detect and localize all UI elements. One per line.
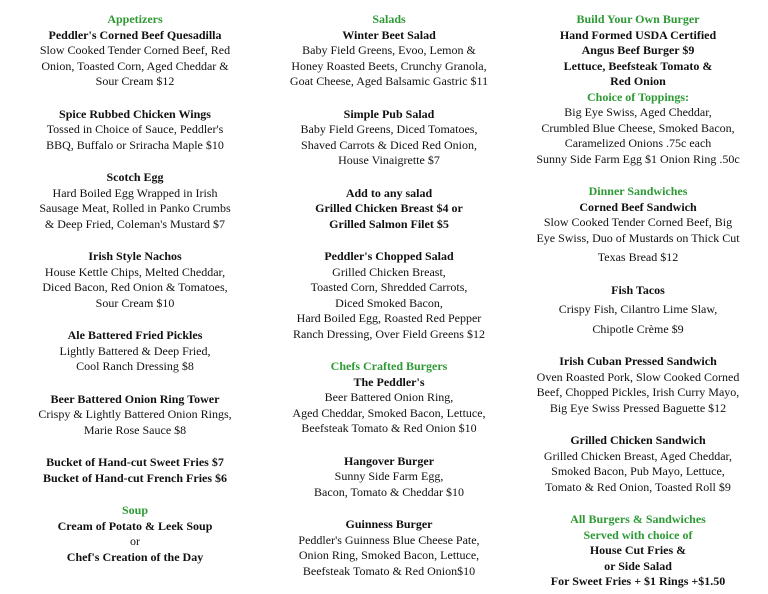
menu-item-desc: Baby Field Greens, Evoo, Lemon &: [302, 43, 476, 57]
menu-item-desc: Grilled Chicken Breast, Aged Cheddar,: [543, 448, 733, 463]
menu-item-desc: Crispy & Lightly Battered Onion Rings,: [38, 407, 232, 421]
menu-item-desc: Marie Rose Sauce $8: [83, 422, 187, 437]
byo-desc: Angus Beef Burger $9: [581, 43, 695, 57]
menu-item: [512, 283, 764, 338]
menu-item-desc: Baby Field Greens, Diced Tomatoes,: [300, 122, 478, 136]
menu-item-name: Grilled Chicken Sandwich: [570, 433, 706, 447]
menu-item-desc: Shaved Carrots & Diced Red Onion,: [301, 137, 477, 152]
menu-item: [512, 433, 764, 495]
menu-item-name: Simple Pub Salad: [343, 106, 435, 121]
toppings-line: Crumbled Blue Cheese, Smoked Bacon,: [541, 120, 735, 135]
salad-addons: [262, 186, 516, 233]
menu-item-desc: House Vinaigrette $7: [338, 153, 440, 167]
byo-desc: Lettuce, Beefsteak Tomato &: [563, 58, 713, 73]
menu-item-desc: Onion, Toasted Corn, Aged Cheddar &: [41, 58, 229, 73]
menu-item-name: Irish Cuban Pressed Sandwich: [559, 354, 717, 368]
menu-item-desc: House Kettle Chips, Melted Cheddar,: [44, 264, 226, 279]
menu-item-desc: Beefsteak Tomato & Red Onion$10: [302, 563, 476, 578]
byo-desc: Hand Formed USDA Certified: [559, 27, 717, 42]
menu-item-name: Irish Style Nachos: [88, 249, 182, 263]
menu-item-name: Fish Tacos: [611, 282, 665, 297]
sandwiches-section: [512, 184, 764, 266]
menu-item-desc: Hard Boiled Egg Wrapped in Irish: [52, 185, 218, 200]
menu-item-desc: Grilled Chicken Breast,: [332, 264, 446, 279]
menu-item-desc: Honey Roasted Beets, Crunchy Granola,: [291, 58, 487, 73]
addon-salmon: Grilled Salmon Filet $5: [329, 216, 449, 231]
menu-item-desc: Crispy Fish, Cilantro Lime Slaw,: [558, 302, 718, 316]
toppings-heading: Choice of Toppings:: [586, 89, 690, 104]
appetizers-heading: Appetizers: [107, 12, 163, 26]
menu-item-desc: Toasted Corn, Shredded Carrots,: [310, 280, 468, 294]
menu-item-desc: Diced Bacon, Red Onion & Tomatoes,: [42, 280, 228, 294]
menu-item-desc: & Deep Fried, Coleman's Mustard $7: [44, 216, 226, 231]
sides-line: House Cut Fries &: [589, 543, 687, 557]
menu-item: [4, 28, 266, 90]
menu-item: [512, 354, 764, 416]
menu-item-desc: Aged Cheddar, Smoked Bacon, Lettuce,: [292, 405, 486, 420]
burgers-section: [262, 359, 516, 437]
menu-item-name: Hangover Burger: [343, 453, 435, 468]
toppings-line: Caramelized Onions .75c each: [564, 136, 712, 150]
menu-item-name: Guinness Burger: [345, 517, 433, 531]
menu-item: [4, 249, 266, 311]
menu-item-desc: Goat Cheese, Aged Balsamic Gastric $11: [289, 74, 489, 88]
menu-item: [262, 107, 516, 169]
menu-item-desc: Slow Cooked Tender Corned Beef, Big: [543, 215, 733, 229]
soup-or: or: [130, 534, 140, 548]
menu-item-desc: Smoked Bacon, Pub Mayo, Lettuce,: [551, 464, 725, 478]
menu-item-desc: Sausage Meat, Rolled in Panko Crumbs: [39, 201, 231, 215]
menu-item-desc: Cool Ranch Dressing $8: [76, 359, 194, 373]
sides-footer: [512, 512, 764, 590]
soup-section: [4, 503, 266, 565]
menu-item-name: Peddler's Chopped Salad: [324, 249, 454, 263]
menu-item: [262, 454, 516, 501]
menu-item-desc: Oven Roasted Pork, Slow Cooked Corned: [536, 369, 740, 384]
menu-item-desc: Tomato & Red Onion, Toasted Roll $9: [545, 479, 731, 494]
menu-item-desc: BBQ, Buffalo or Sriracha Maple $10: [46, 137, 224, 152]
menu-item-desc: Bacon, Tomato & Cheddar $10: [314, 484, 464, 499]
soup-item: Chef's Creation of the Day: [66, 549, 204, 564]
addons-title: Add to any salad: [345, 185, 433, 200]
byo-heading: Build Your Own Burger: [576, 12, 700, 26]
menu-item-desc: Lightly Battered & Deep Fried,: [59, 343, 211, 358]
menu-item-desc: Peddler's Guinness Blue Cheese Pate,: [298, 532, 480, 547]
menu-item-desc: Sour Cream $10: [95, 295, 175, 310]
menu-item-name: Spice Rubbed Chicken Wings: [59, 106, 211, 121]
burgers-heading: Chefs Crafted Burgers: [330, 359, 448, 373]
sweet-fries-bucket: Bucket of Hand-cut Sweet Fries $7: [46, 455, 224, 469]
menu-item: [4, 392, 266, 439]
salads-heading: Salads: [372, 12, 406, 26]
byo-desc: Red Onion: [610, 74, 666, 88]
menu-item-name: Ale Battered Fried Pickles: [67, 328, 203, 342]
menu-item-desc: Onion Ring, Smoked Bacon, Lettuce,: [298, 548, 480, 562]
addon-chicken: Grilled Chicken Breast $4 or: [315, 201, 463, 215]
menu-column-appetizers: [4, 12, 266, 565]
menu-item-desc: Ranch Dressing, Over Field Greens $12: [293, 326, 485, 341]
menu-item-desc: Beefsteak Tomato & Red Onion $10: [301, 421, 477, 435]
menu-item-name: Peddler's Corned Beef Quesadilla: [48, 27, 222, 42]
sides-heading: All Burgers & Sandwiches: [570, 512, 706, 526]
menu-item: [4, 170, 266, 232]
soup-heading: Soup: [121, 503, 149, 517]
toppings-line: Big Eye Swiss, Aged Cheddar,: [564, 105, 712, 119]
menu-item-desc: Chipotle Crème $9: [592, 321, 684, 336]
french-fries-bucket: Bucket of Hand-cut French Fries $6: [42, 470, 228, 485]
menu-item: [4, 107, 266, 154]
menu-item-desc: Diced Smoked Bacon,: [335, 295, 443, 310]
menu-column-burgers-sandwiches: [512, 12, 764, 590]
menu-item: [4, 328, 266, 375]
menu-item-desc: Eye Swiss, Duo of Mustards on Thick Cut: [536, 230, 740, 245]
menu-item-name: Winter Beet Salad: [342, 27, 436, 42]
menu-item: [262, 249, 516, 342]
menu-item-desc: Texas Bread $12: [597, 250, 679, 264]
menu-item-desc: Beer Battered Onion Ring,: [324, 390, 454, 404]
soup-item: Cream of Potato & Leek Soup: [57, 518, 213, 533]
menu-item-name: Corned Beef Sandwich: [579, 199, 697, 214]
sandwiches-heading: Dinner Sandwiches: [588, 184, 688, 198]
menu-column-salads-burgers: [262, 12, 516, 579]
menu-item-name: The Peddler's: [353, 374, 425, 389]
sides-heading: Served with choice of: [583, 527, 693, 542]
menu-item-desc: Slow Cooked Tender Corned Beef, Red: [39, 43, 231, 57]
menu-item-name: Scotch Egg: [106, 170, 164, 184]
sides-upcharge: For Sweet Fries + $1 Rings +$1.50: [550, 574, 726, 588]
menu-item: [262, 517, 516, 579]
menu-item: [262, 28, 516, 90]
toppings-line: Sunny Side Farm Egg $1 Onion Ring .50c: [536, 151, 740, 166]
menu-item-desc: Beef, Chopped Pickles, Irish Curry Mayo,: [536, 385, 740, 399]
menu-item-desc: Sour Cream $12: [95, 74, 175, 88]
menu-item-name: Beer Battered Onion Ring Tower: [50, 391, 220, 406]
menu-item-desc: Hard Boiled Egg, Roasted Red Pepper: [296, 311, 482, 325]
menu-item-desc: Sunny Side Farm Egg,: [334, 469, 444, 483]
fries-buckets: [4, 455, 266, 486]
menu-item-desc: Big Eye Swiss Pressed Baguette $12: [549, 400, 727, 415]
menu-item-desc: Tossed in Choice of Sauce, Peddler's: [46, 122, 224, 136]
sides-line: or Side Salad: [604, 558, 672, 573]
